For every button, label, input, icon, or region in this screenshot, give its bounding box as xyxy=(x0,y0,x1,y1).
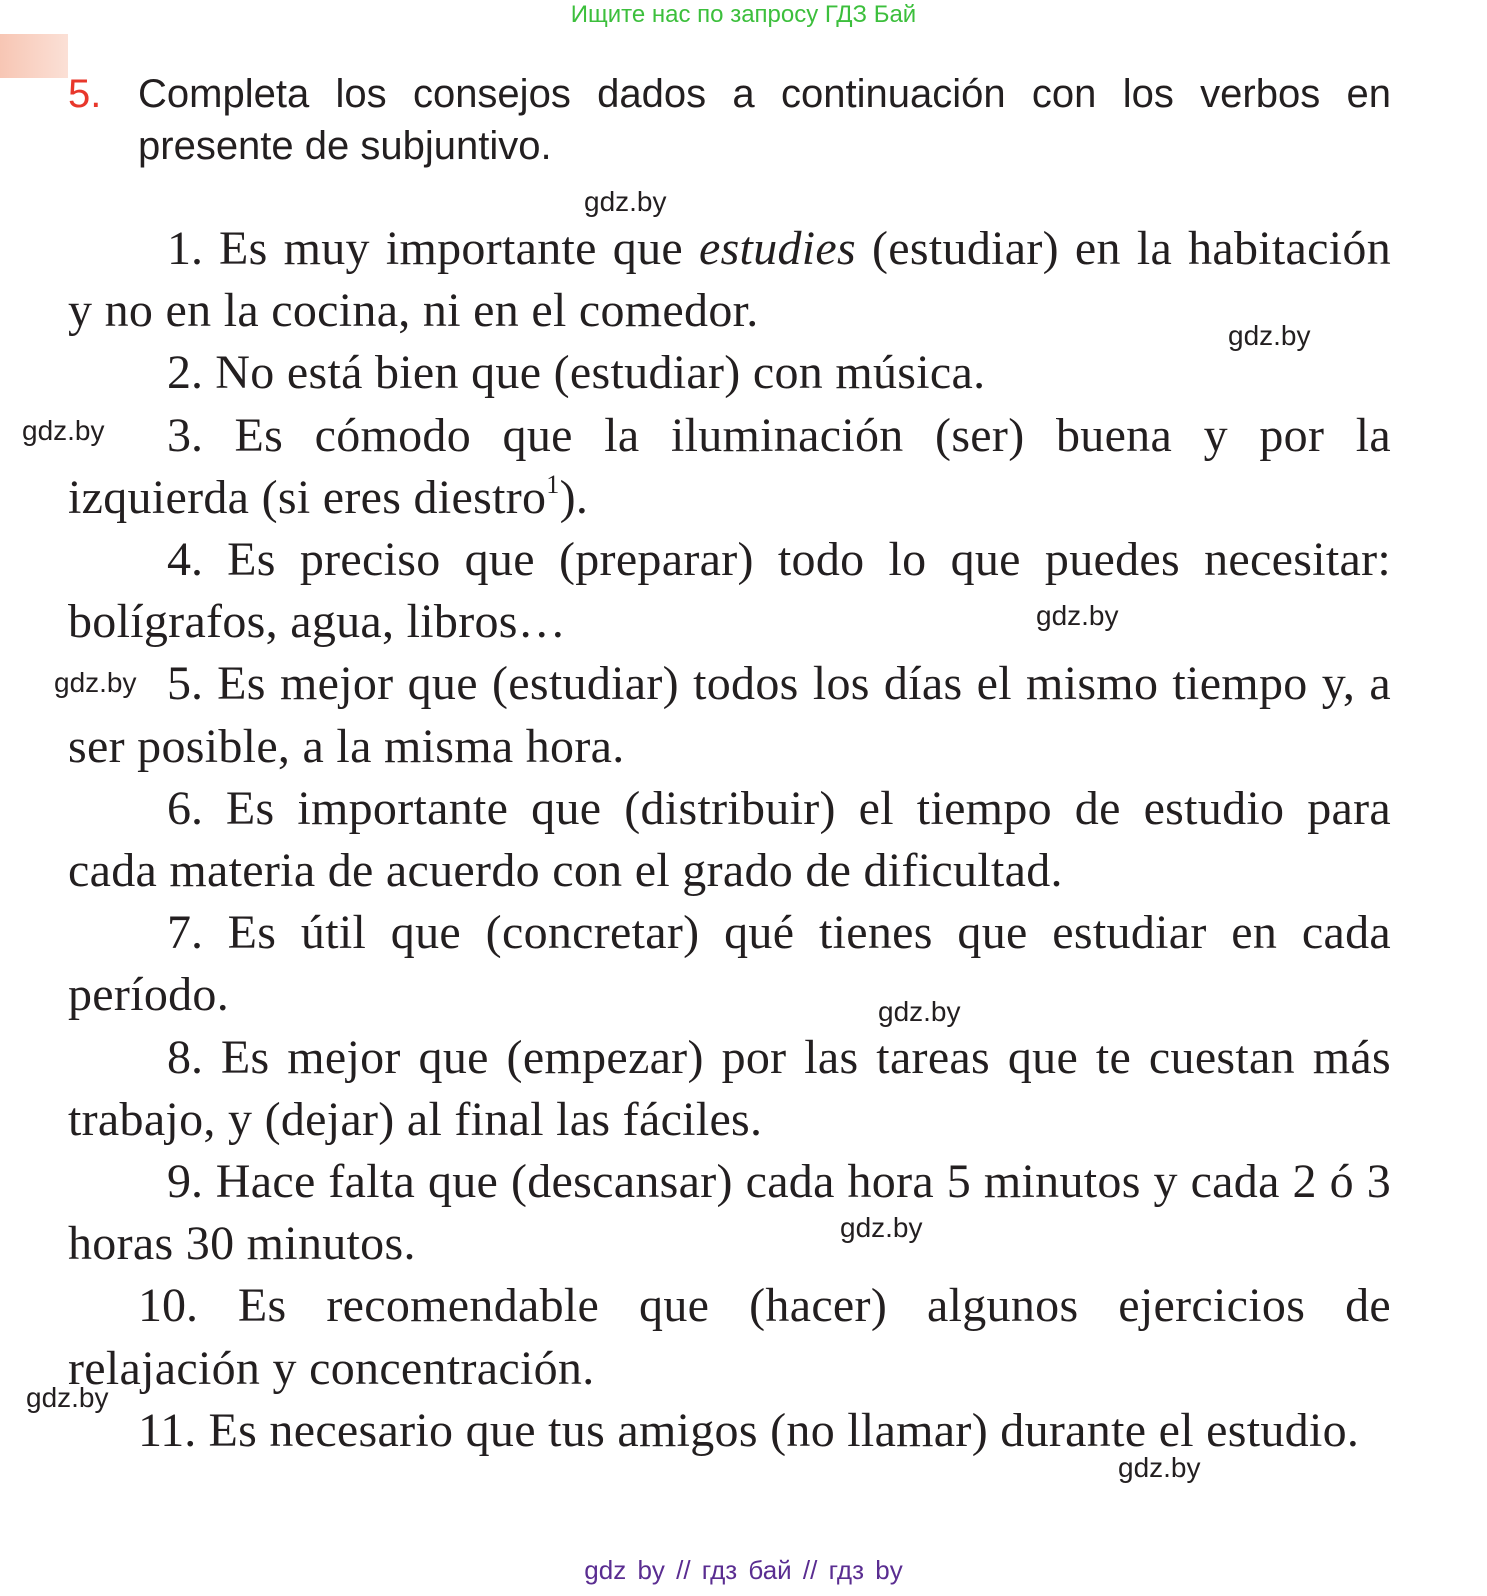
item-text: Hace falta que (descansar) cada hora 5 minutos y cada 2 ó 3 horas 30 minutos. xyxy=(68,1155,1391,1271)
item-number: 2. xyxy=(167,346,203,400)
exercise-item-7 xyxy=(68,902,1391,1026)
example-answer: estudies xyxy=(698,222,857,275)
watermark-text: gdz.by xyxy=(1228,320,1311,351)
watermark-text: gdz.by xyxy=(584,186,667,217)
exercise-item-10 xyxy=(68,1275,1391,1399)
exercise-list xyxy=(68,218,1391,1462)
item-text: Es muy importante que xyxy=(203,222,699,275)
item-text: Es preciso que (preparar) todo lo que puedes necesitar: bolígrafos, agua, libros… xyxy=(68,533,1391,649)
exercise-item-3 xyxy=(68,405,1391,529)
watermark-text: gdz.by xyxy=(840,1212,923,1243)
watermark-text: gdz.by xyxy=(26,1382,109,1413)
exercise-item-2 xyxy=(68,342,1391,404)
watermark-text: gdz.by xyxy=(54,667,137,698)
exercise-item-9 xyxy=(68,1151,1391,1275)
item-text-end: ). xyxy=(559,470,589,524)
item-number: 11. xyxy=(138,1403,197,1457)
item-number: 3. xyxy=(167,408,203,462)
watermark-text: gdz.by xyxy=(22,415,105,446)
item-number: 10. xyxy=(138,1279,198,1333)
item-number: 1. xyxy=(167,222,203,275)
item-number: 8. xyxy=(167,1030,203,1084)
task-number: 5. xyxy=(68,72,102,116)
item-text: (estudiar) en la habitación y no en la cocina, ni en el comedor. xyxy=(68,222,1391,338)
exercise-item-8 xyxy=(68,1027,1391,1151)
item-number: 5. xyxy=(167,657,203,711)
watermark-footer: gdz by // гдз бай // гдз by xyxy=(584,1555,903,1585)
item-text: Es mejor que (empezar) por las tareas que te cuestan más trabajo, y (dejar) al final las fáciles. xyxy=(68,1030,1391,1146)
task-instructions: Completa los consejos dados a continuación con los verbos en presente de subjuntivo. xyxy=(138,72,1391,168)
watermark-text: gdz.by xyxy=(1036,600,1119,631)
item-text: No está bien que (estudiar) con música. xyxy=(203,346,986,400)
exercise-item-1 xyxy=(68,218,1391,342)
item-text: Es necesario que tus amigos (no llamar) durante el estudio. xyxy=(196,1403,1360,1457)
watermark-text: gdz.by xyxy=(878,996,961,1027)
item-number: 6. xyxy=(167,781,203,835)
item-text: Es importante que (distribuir) el tiempo de estudio para cada materia de acuerdo con el grado de dificultad. xyxy=(68,781,1391,898)
exercise-item-5 xyxy=(68,653,1391,777)
exercise-item-4 xyxy=(68,529,1391,653)
watermark-text: gdz.by xyxy=(1118,1452,1201,1483)
footnote-mark: 1 xyxy=(546,469,560,499)
exercise-item-6 xyxy=(68,778,1391,902)
item-text: Es mejor que (estudiar) todos los días el mismo tiempo y, a ser posible, a la misma hora. xyxy=(68,657,1391,773)
watermark-banner: Ищите нас по запросу ГДЗ Бай xyxy=(570,1,917,28)
item-text: Es cómodo que la iluminación (ser) buena y por la izquierda (si eres diestro xyxy=(68,408,1391,524)
item-number: 7. xyxy=(167,906,203,960)
item-text: Es útil que (concretar) qué tienes que estudiar en cada período. xyxy=(68,906,1391,1022)
item-number: 4. xyxy=(167,533,203,587)
item-text: Es recomendable que (hacer) algunos ejercicios de relajación y concentración. xyxy=(68,1279,1391,1395)
corner-tab xyxy=(0,34,68,78)
item-number: 9. xyxy=(167,1155,203,1209)
